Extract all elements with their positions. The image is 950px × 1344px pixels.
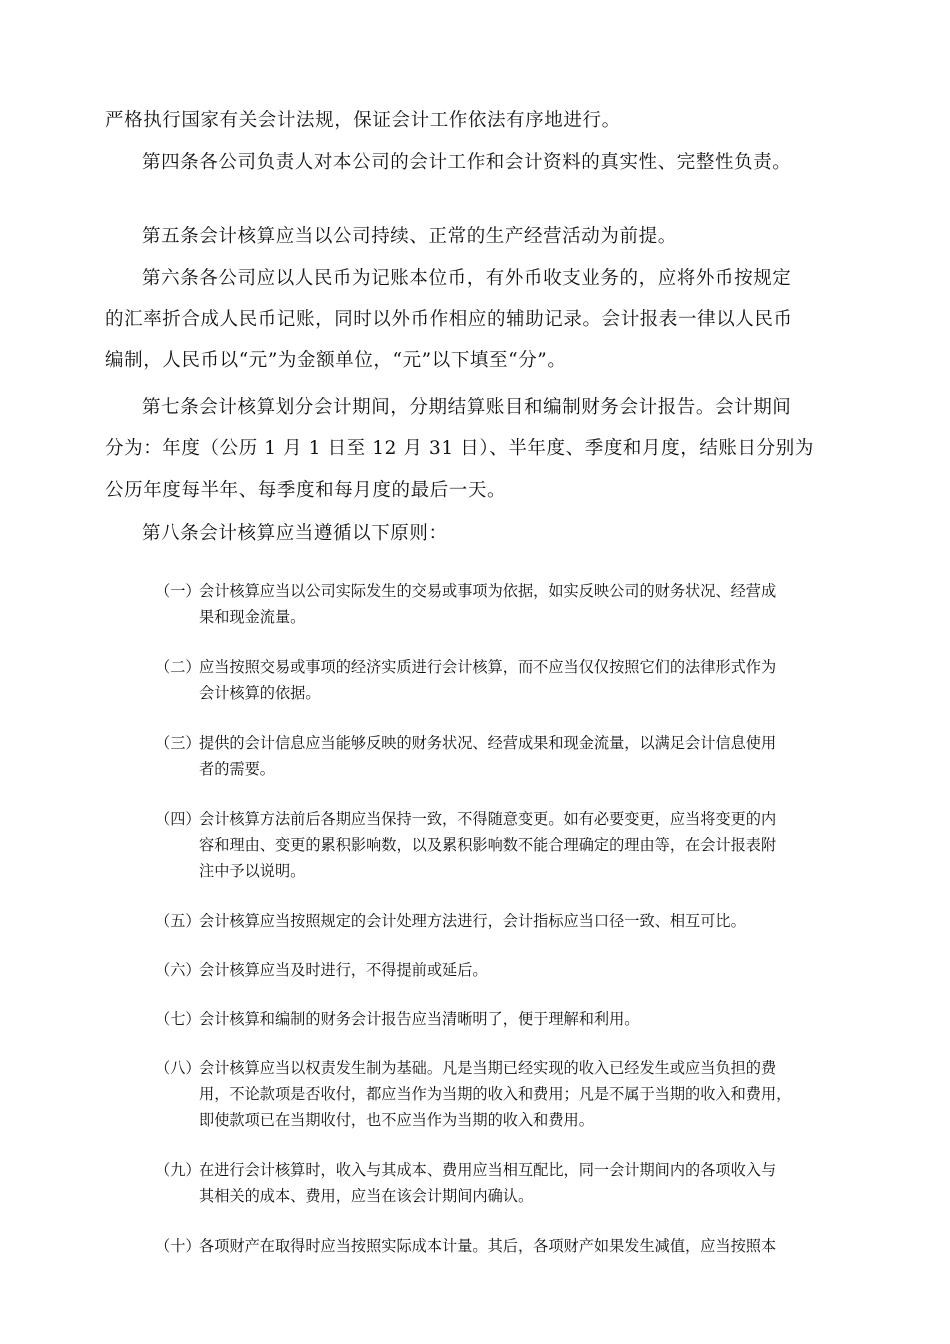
principle-number: （十） bbox=[155, 1237, 201, 1255]
paragraph-line: 严格执行国家有关会计法规，保证会计工作依法有序地进行。 bbox=[105, 110, 621, 131]
principle-text: 会计核算应当及时进行，不得提前或延后。 bbox=[199, 961, 488, 979]
principle-item-3 bbox=[155, 730, 850, 782]
principle-item-8 bbox=[155, 1055, 850, 1133]
principle-number: （六） bbox=[155, 961, 201, 979]
principle-text: 会计核算应当以权责发生制为基础。凡是当期已经实现的收入已经发生或应当负担的费 用，不论款项是否收付，都应当作为当期的收入和费用；凡是不属于当期的收入和费用， 即使款项已在当期收付，也不应当作为当期的收入和费用。 bbox=[199, 1059, 792, 1129]
principle-text: 会计核算应当按照规定的会计处理方法进行，会计指标应当口径一致、相互可比。 bbox=[199, 912, 746, 930]
principle-text: 在进行会计核算时，收入与其成本、费用应当相互配比，同一会计期间内的各项收入与 其相关的成本、费用，应当在该会计期间内确认。 bbox=[199, 1161, 777, 1205]
principle-text: 提供的会计信息应当能够反映的财务状况、经营成果和现金流量，以满足会计信息使用 者的需要。 bbox=[199, 734, 777, 778]
article-7-line-1: 第七条会计核算划分会计期间，分期结算账目和编制财务会计报告。会计期间 bbox=[142, 397, 792, 418]
principle-text: 会计核算方法前后各期应当保持一致，不得随意变更。如有必要变更，应当将变更的内 容和理由、变更的累积影响数，以及累积影响数不能合理确定的理由等，在会计报表附 注中予以说明。 bbox=[199, 810, 777, 880]
article-5: 第五条会计核算应当以公司持续、正常的生产经营活动为前提。 bbox=[142, 226, 677, 247]
principle-item-1 bbox=[155, 578, 850, 630]
article-4: 第四条各公司负责人对本公司的会计工作和会计资料的真实性、完整性负责。 bbox=[142, 152, 792, 173]
principle-number: （八） bbox=[155, 1059, 201, 1077]
principle-number: （二） bbox=[155, 658, 201, 676]
principle-number: （一） bbox=[155, 582, 201, 600]
article-6-line-1: 第六条各公司应以人民币为记账本位币，有外币收支业务的，应将外币按规定 bbox=[142, 268, 792, 289]
principle-item-6 bbox=[155, 957, 850, 983]
principle-item-9 bbox=[155, 1157, 850, 1209]
principle-number: （三） bbox=[155, 734, 201, 752]
principle-item-2 bbox=[155, 654, 850, 706]
principle-number: （七） bbox=[155, 1010, 201, 1028]
article-7-line-2: 分为：年度（公历 1 月 1 日至 12 月 31 日）、半年度、季度和月度，结账日分别为 bbox=[105, 438, 814, 459]
principle-text: 应当按照交易或事项的经济实质进行会计核算，而不应当仅仅按照它们的法律形式作为 会计核算的依据。 bbox=[199, 658, 777, 702]
principle-number: （五） bbox=[155, 912, 201, 930]
principle-item-5 bbox=[155, 908, 850, 934]
principle-text: 会计核算和编制的财务会计报告应当清晰明了，便于理解和利用。 bbox=[199, 1010, 640, 1028]
principle-item-4 bbox=[155, 806, 850, 884]
principle-item-7 bbox=[155, 1006, 850, 1032]
article-6-line-2: 的汇率折合成人民币记账，同时以外币作相应的辅助记录。会计报表一律以人民币 bbox=[105, 309, 793, 330]
principle-text: 会计核算应当以公司实际发生的交易或事项为依据，如实反映公司的财务状况、经营成 果和现金流量。 bbox=[199, 582, 777, 626]
article-8: 第八条会计核算应当遵循以下原则： bbox=[142, 523, 448, 544]
principle-number: （四） bbox=[155, 810, 201, 828]
principle-number: （九） bbox=[155, 1161, 201, 1179]
article-7-line-3: 公历年度每半年、每季度和每月度的最后一天。 bbox=[105, 480, 507, 501]
principle-text: 各项财产在取得时应当按照实际成本计量。其后，各项财产如果发生减值，应当按照本 bbox=[199, 1237, 777, 1255]
article-6-line-3: 编制，人民币以“元”为金额单位，“元”以下填至“分”。 bbox=[105, 350, 567, 371]
principle-item-10 bbox=[155, 1233, 850, 1259]
